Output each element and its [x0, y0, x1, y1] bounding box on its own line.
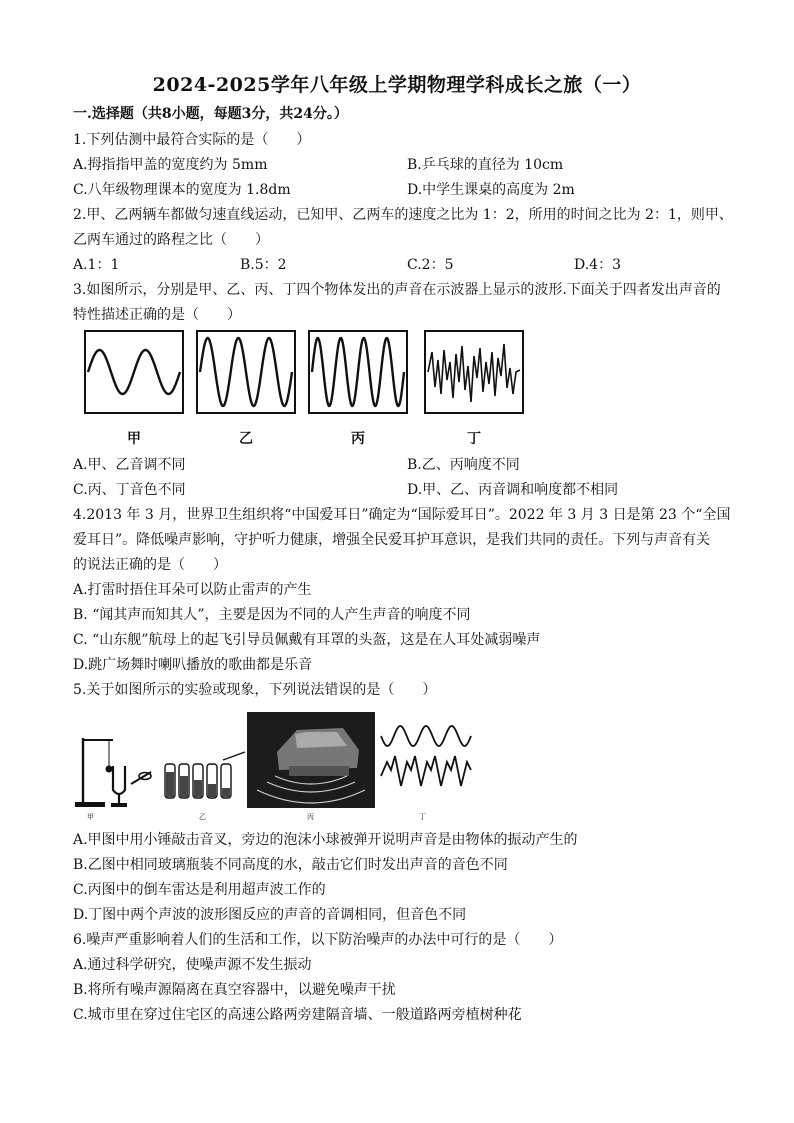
q3-stem-line1: 3.如图所示，分别是甲、乙、丙、丁四个物体发出的声音在示波器上显示的波形.下面关于四者发出声音的 — [73, 282, 721, 298]
fig-label-bing: 丙 — [307, 813, 314, 821]
q5-stem: 5.关于如图所示的实验或现象，下列说法错误的是（ ） — [73, 682, 437, 698]
wave-label-jia: 甲 — [127, 431, 141, 447]
fig-label-jia: 甲 — [87, 813, 94, 821]
q4-option-b: B. “闻其声而知其人”，主要是因为不同的人产生声音的响度不同 — [73, 607, 471, 623]
q3-option-b: B.乙、丙响度不同 — [407, 457, 520, 473]
glass-bottles-figure — [161, 750, 247, 810]
q1-option-a: A.拇指指甲盖的宽度约为 5mm — [73, 157, 268, 173]
q2-option-a: A.1：1 — [73, 257, 120, 273]
q5-option-c: C.丙图中的倒车雷达是利用超声波工作的 — [73, 882, 326, 898]
q2-option-d: D.4：3 — [574, 257, 621, 273]
wave-yi-graphic — [198, 332, 294, 412]
q4-stem-line2: 爱耳日”。降低噪声影响，守护听力健康，增强全民爱耳护耳意识，是我们共同的责任。下列与声音有关 — [73, 532, 711, 548]
q6-option-c: C.城市里在穿过住宅区的高速公路两旁建隔音墙、一般道路两旁植树种花 — [73, 1007, 522, 1023]
q4-stem-line1: 4.2013 年 3 月，世界卫生组织将“中国爱耳日”确定为“国际爱耳日”。2022 年 3 月 3 日是第 23 个“全国 — [73, 507, 731, 523]
two-waveforms-figure — [379, 720, 473, 804]
section-heading: 一.选择题（共8小题，每题3分，共24分。） — [73, 106, 348, 122]
q3-option-c: C.丙、丁音色不同 — [73, 482, 186, 498]
fig-label-ding: 丁 — [419, 813, 426, 821]
wave-box-bing — [308, 330, 408, 414]
wave-box-yi — [196, 330, 296, 414]
wave-box-jia — [84, 330, 184, 414]
wave-label-bing: 丙 — [351, 431, 365, 447]
q3-stem-line2: 特性描述正确的是（ ） — [73, 307, 241, 323]
q2-option-c: C.2：5 — [407, 257, 454, 273]
q1-option-b: B.乒乓球的直径为 10cm — [407, 157, 564, 173]
q4-option-c: C. “山东舰”航母上的起飞引导员佩戴有耳罩的头盔，这是在人耳处减弱噪声 — [73, 632, 541, 648]
q1-option-c: C.八年级物理课本的宽度为 1.8dm — [73, 182, 291, 198]
wave-box-ding — [424, 330, 524, 414]
q6-stem: 6.噪声严重影响着人们的生活和工作，以下防治噪声的办法中可行的是（ ） — [73, 932, 563, 948]
q4-option-d: D.跳广场舞时喇叭播放的歌曲都是乐音 — [73, 657, 313, 673]
q5-option-d: D.丁图中两个声波的波形图反应的声音的音调相同，但音色不同 — [73, 907, 467, 923]
wave-label-ding: 丁 — [467, 431, 481, 447]
q3-option-d: D.甲、乙、丙音调和响度都不相同 — [407, 482, 619, 498]
q3-option-a: A.甲、乙音调不同 — [73, 457, 186, 473]
q2-option-b: B.5：2 — [240, 257, 287, 273]
oscilloscope-figure — [84, 330, 526, 450]
wave-ding-graphic — [426, 332, 522, 412]
wave-bing-graphic — [310, 332, 406, 412]
q2-stem-line2: 乙两车通过的路程之比（ ） — [73, 232, 269, 248]
q1-option-d: D.中学生课桌的高度为 2m — [407, 182, 575, 198]
page-title: 2024-2025学年八年级上学期物理学科成长之旅（一） — [152, 74, 642, 96]
q4-stem-line3: 的说法正确的是（ ） — [73, 557, 227, 573]
wave-label-yi: 乙 — [239, 431, 253, 447]
fig-label-yi: 乙 — [199, 813, 206, 821]
q4-option-a: A.打雷时捂住耳朵可以防止雷声的产生 — [73, 582, 312, 598]
experiment-figure — [73, 712, 473, 822]
q5-option-a: A.甲图中用小锤敲击音叉，旁边的泡沫小球被弹开说明声音是由物体的振动产生的 — [73, 832, 578, 848]
q6-option-b: B.将所有噪声源隔离在真空容器中，以避免噪声干扰 — [73, 982, 396, 998]
reversing-radar-photo — [247, 712, 375, 808]
wave-jia-graphic — [86, 332, 182, 412]
q1-stem: 1.下列估测中最符合实际的是（ ） — [73, 132, 311, 148]
q5-option-b: B.乙图中相同玻璃瓶装不同高度的水，敲击它们时发出声音的音色不同 — [73, 857, 508, 873]
tuning-fork-stand-figure — [73, 732, 163, 812]
q2-stem-line1: 2.甲、乙两辆车都做匀速直线运动，已知甲、乙两车的速度之比为 1：2，所用的时间之比为 2：1，则甲、 — [73, 207, 733, 223]
q6-option-a: A.通过科学研究，使噪声源不发生振动 — [73, 957, 312, 973]
